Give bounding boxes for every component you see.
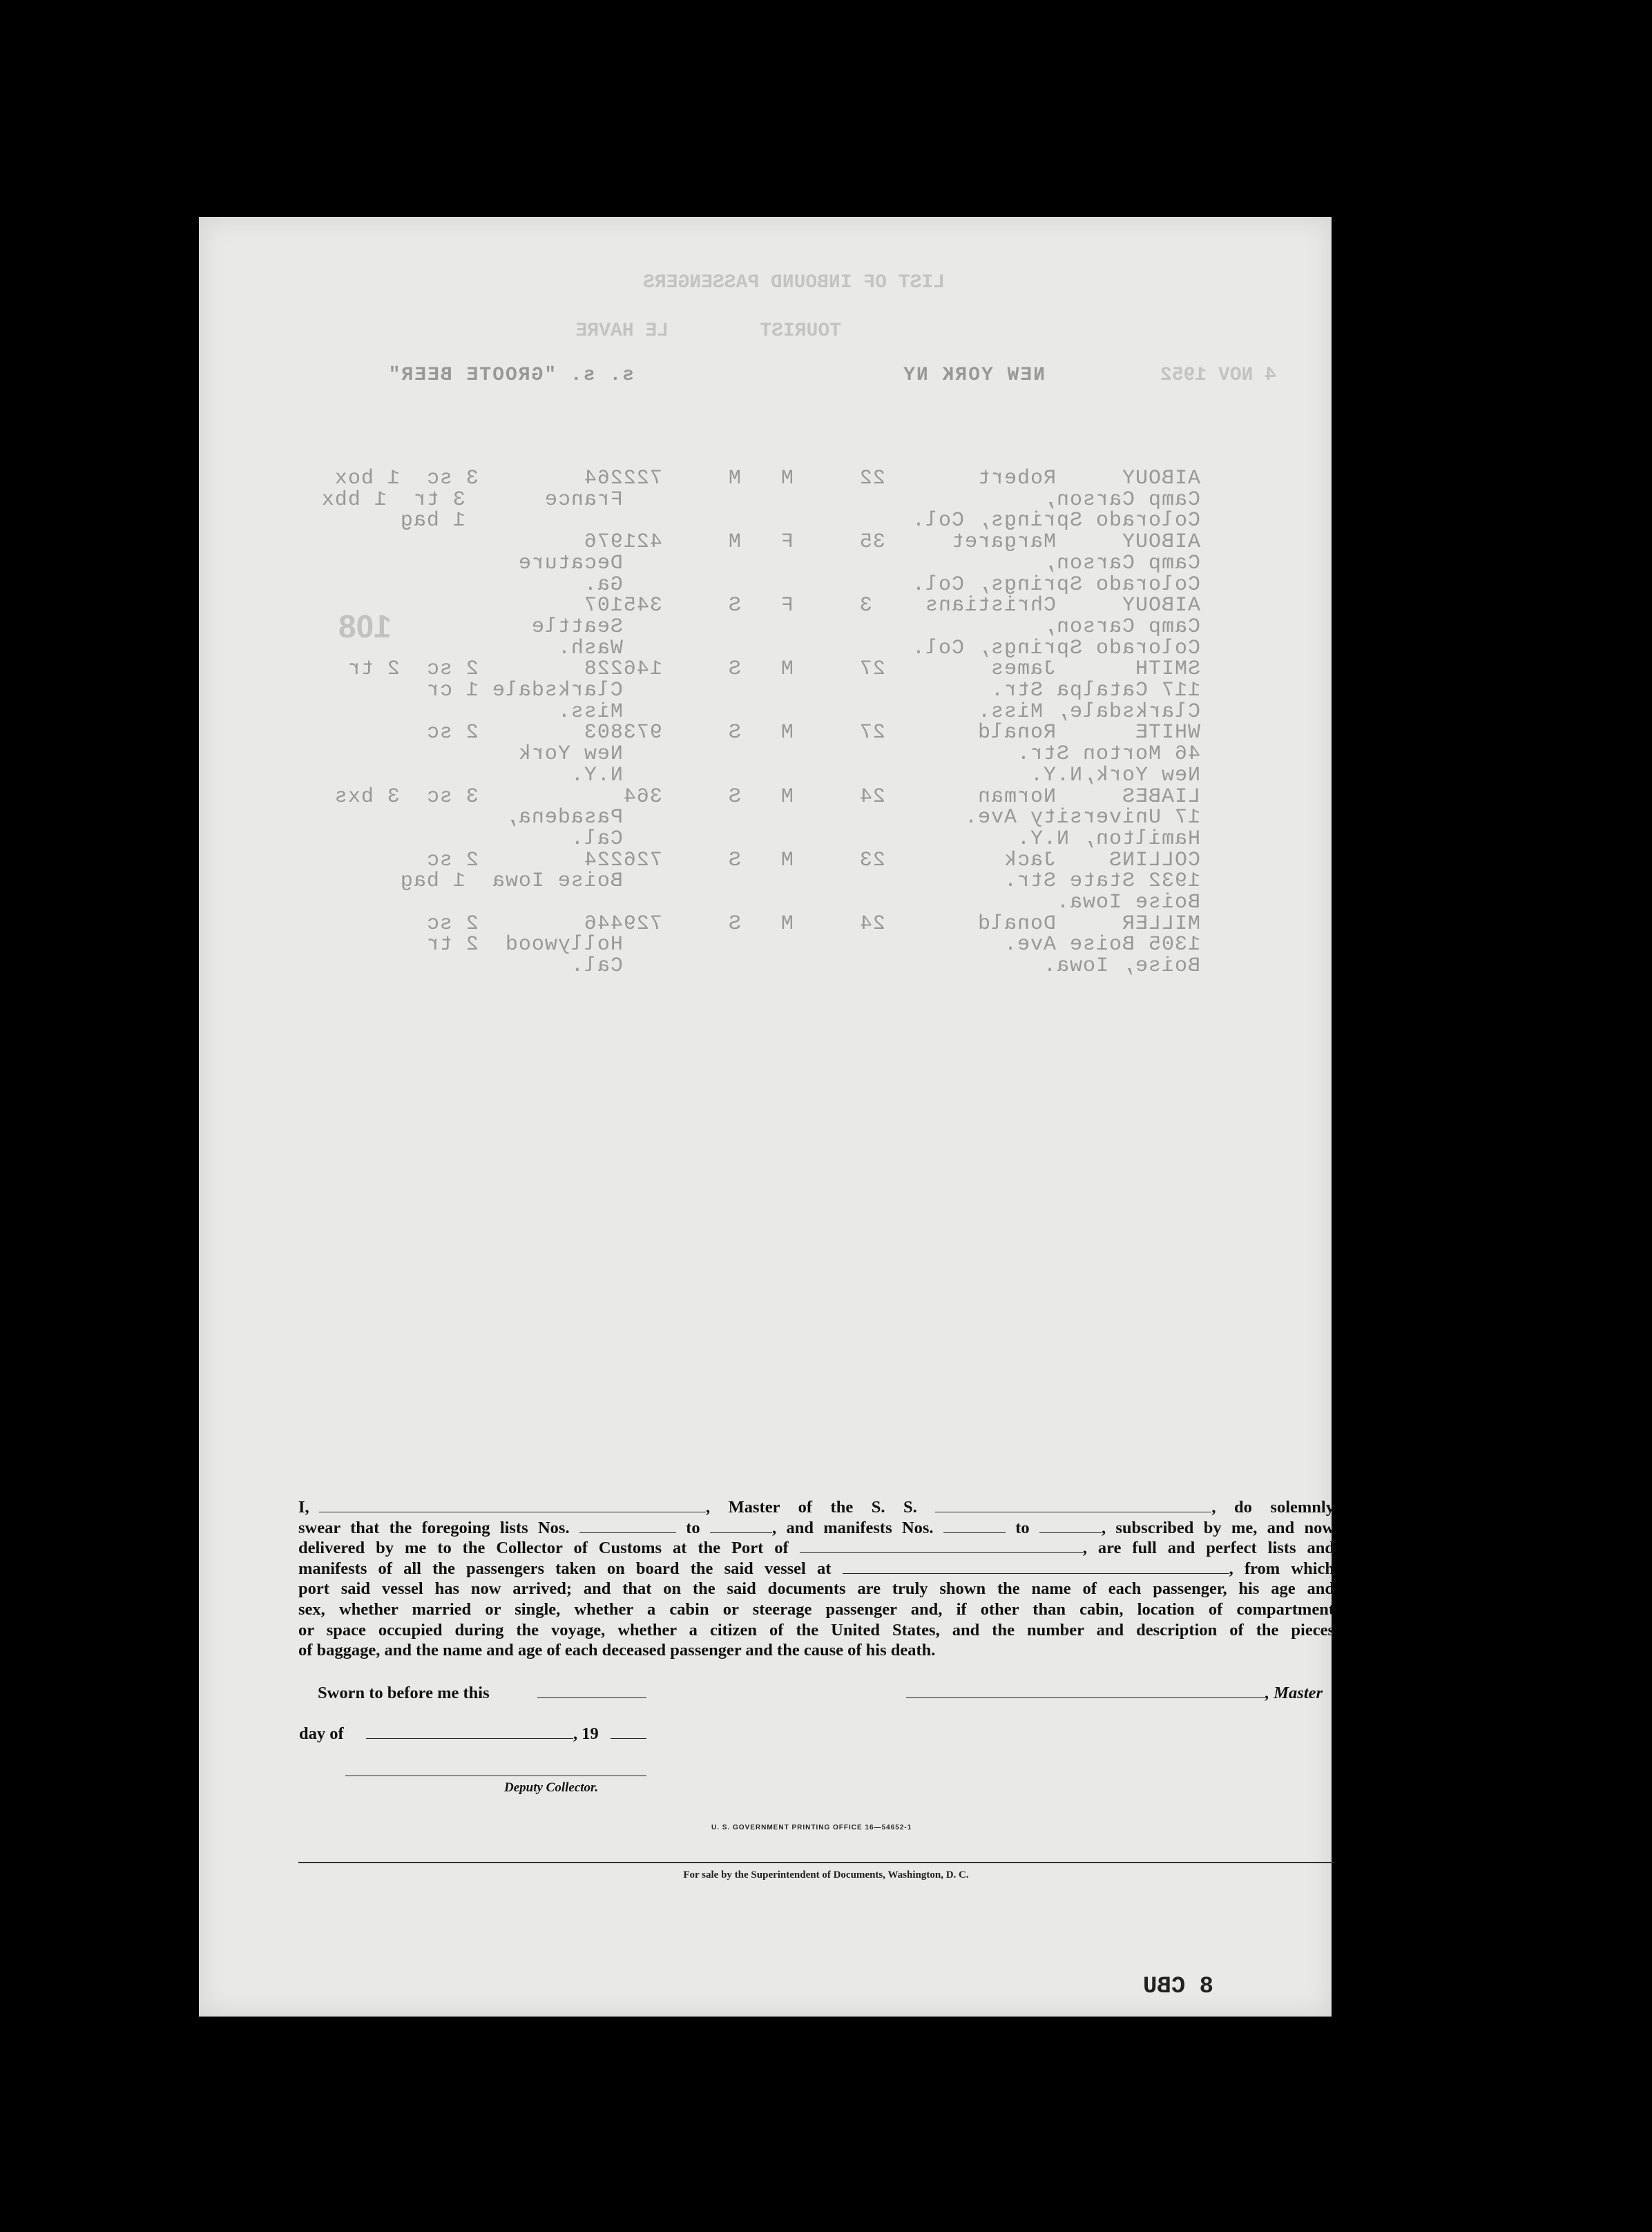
stamp-mark: 8 CBU bbox=[1143, 1974, 1214, 2000]
bleed-port-to: NEW YORK NY bbox=[902, 365, 1045, 386]
footer-rule bbox=[298, 1862, 1334, 1863]
oath-line: or space occupied during the voyage, whether a citizen of the United States, and the number and description of the pieces bbox=[298, 1620, 1334, 1639]
bleed-port-from: LE HAVRE bbox=[575, 320, 669, 342]
binder-hole bbox=[1388, 392, 1420, 423]
day-line bbox=[366, 1738, 573, 1739]
binder-hole bbox=[1369, 358, 1401, 389]
oath-line: sex, whether married or single, whether a cabin or steerage passenger and, if other than cabin, location of compartment bbox=[298, 1599, 1334, 1619]
bleed-passenger-line: Clarksdale, Miss. Miss. bbox=[557, 700, 1200, 724]
oath-line: swear that the foregoing lists Nos. to , and manifests Nos. to , subscribed by me, and now bbox=[298, 1518, 1335, 1537]
bleed-passenger-line: AIBOUY Margaret 35 F M 421976 bbox=[583, 530, 1200, 555]
bleed-passenger-line: 46 Morton Str. New York bbox=[517, 742, 1200, 767]
year-line bbox=[611, 1738, 646, 1739]
deputy-label: Deputy Collector. bbox=[504, 1780, 599, 1795]
bleed-passenger-line: WHITE Ronald 27 M S 973803 2 sc bbox=[425, 721, 1200, 745]
binder-hole bbox=[1373, 253, 1405, 285]
sworn-label: Sworn to before me this bbox=[318, 1684, 490, 1702]
bleed-passenger-line: Colorado Springs, Col. 1 bag bbox=[399, 509, 1200, 533]
oath-line: delivered by me to the Collector of Customs at the Port of , are full and perfect lists and bbox=[298, 1539, 1334, 1558]
oath-line: I, , Master of the S. S. , do solemnly bbox=[298, 1498, 1334, 1517]
bleed-passenger-line: Camp Carson, France 3 tr 1 bbx bbox=[320, 488, 1200, 512]
binder-hole bbox=[1384, 1927, 1416, 1959]
bleed-passenger-line: Boise Iowa. bbox=[1055, 891, 1200, 914]
bleed-passenger-line: Colorado Springs, Col. Ga. bbox=[583, 573, 1200, 597]
bleed-passenger-line: Camp Carson, Seattle bbox=[530, 615, 1200, 639]
bleed-passenger-line: Boise, Iowa. Cal. bbox=[570, 954, 1200, 979]
bleed-passenger-line: New York,N.Y. N.Y. bbox=[570, 763, 1200, 787]
oath-line: of baggage, and the name and age of each deceased passenger and the cause of his death. bbox=[298, 1641, 936, 1660]
binder-hole bbox=[1403, 1811, 1435, 1843]
bleed-passenger-line: SMITH James 27 M S 146228 2 sc 2 tr bbox=[347, 657, 1200, 682]
bleed-passenger-line: Hamilton, N.Y. Cal. bbox=[570, 827, 1200, 851]
oath-line: port said vessel has now arrived; and that on the said documents are truly shown the name of each passenger, his age and bbox=[298, 1579, 1334, 1599]
bleed-class: TOURIST bbox=[760, 320, 841, 342]
bleed-passenger-line: LIABES Norman 24 M S 364 3 sc 3 bxs bbox=[334, 785, 1200, 809]
master-signature-line bbox=[906, 1697, 1265, 1698]
footer-text: For sale by the Superintendent of Documents, Washington, D. C. bbox=[683, 1869, 969, 1880]
bleed-passenger-line: 1932 State Str. Boise Iowa 1 bag bbox=[399, 869, 1200, 894]
bleed-passenger-line: 17 University Ave. Pasadena, bbox=[504, 806, 1200, 830]
master-label: , Master bbox=[1265, 1684, 1323, 1702]
year-label: , 19 bbox=[573, 1724, 599, 1743]
oath-line: manifests of all the passengers taken on board the said vessel at , from which bbox=[298, 1559, 1335, 1578]
bleed-passenger-line: MILLER Donald 24 M S 729446 2 sc bbox=[425, 912, 1200, 936]
binder-hole bbox=[1388, 1099, 1420, 1131]
bleed-passenger-line: AIBOUY Christians 3 F S 345107 bbox=[583, 594, 1200, 618]
binder-hole bbox=[1383, 1500, 1415, 1532]
oath-block bbox=[298, 1497, 1334, 1661]
bleed-date: 4 NOV 1952 bbox=[1160, 365, 1276, 386]
bleed-title: LIST OF INBOUND PASSENGERS bbox=[643, 272, 945, 294]
day-of-label: day of bbox=[299, 1724, 344, 1743]
bleed-passenger-line: AIBOUY Robert 22 M M 722264 3 sc 1 box bbox=[334, 467, 1200, 490]
binder-hole bbox=[1371, 678, 1403, 710]
printing-office-mark: U. S. GOVERNMENT PRINTING OFFICE 16—54652-1 bbox=[711, 1824, 912, 1831]
bleed-ship: s. s. "GROOTE BEER" bbox=[387, 365, 634, 386]
bleed-passenger-line: Colorado Springs, Col. Wash. bbox=[557, 636, 1200, 660]
sworn-date-line bbox=[537, 1697, 646, 1698]
bleed-passenger-line: 117 Catalpa Str. Clarksdale 1 cr bbox=[425, 679, 1200, 702]
bleed-page-number: 108 bbox=[338, 608, 392, 644]
bleed-passenger-line: Camp Carson, Decature bbox=[517, 551, 1200, 575]
bleed-passenger-line: COLLINS Jack 23 M S 726224 2 sc bbox=[425, 848, 1200, 872]
bleed-passenger-line: 1305 Boise Ave. Hollywood 2 tr bbox=[425, 933, 1200, 957]
binder-hole bbox=[1381, 1395, 1413, 1427]
